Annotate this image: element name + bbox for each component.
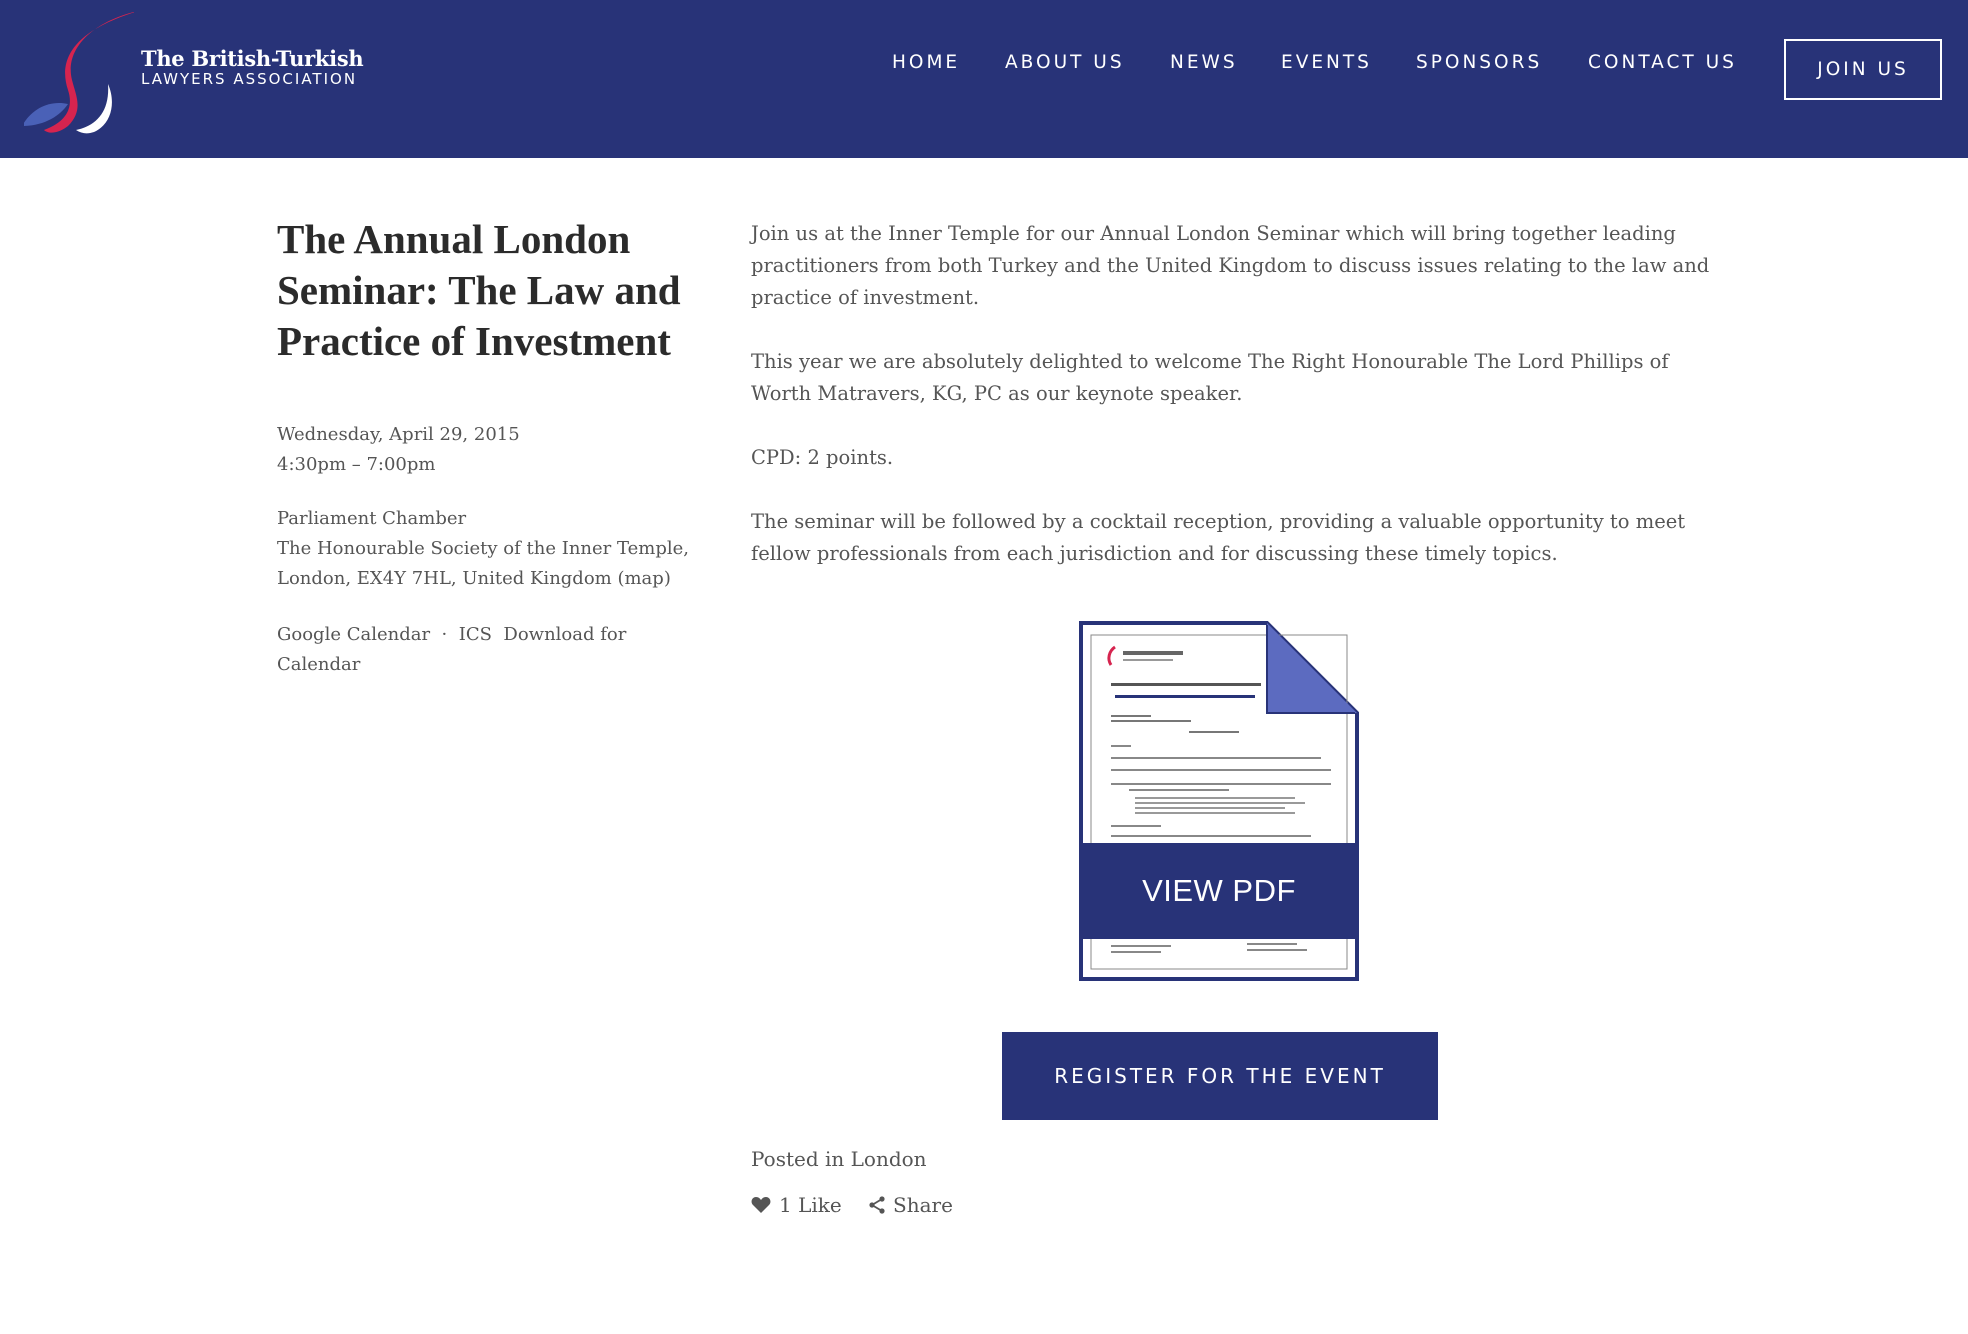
ics-link[interactable]: ICS [458,624,492,645]
site-header [0,0,1968,158]
like-label: 1 Like [779,1193,842,1217]
description-paragraph: The seminar will be followed by a cocktail reception, providing a valuable opportunity to meet fellow professionals from each jurisdiction and for discussing these timely topics. [751,510,1686,565]
register-button[interactable]: REGISTER FOR THE EVENT [1002,1032,1438,1120]
calendar-links-row [277,620,626,650]
address-line-2 [277,564,689,594]
nav-contact-us[interactable]: CONTACT US [1588,52,1737,73]
event-datetime [277,420,520,480]
address-line-1: The Honourable Society of the Inner Temple, [277,538,689,559]
nav-events[interactable]: EVENTS [1281,52,1372,73]
description-paragraph: Join us at the Inner Temple for our Annual London Seminar which will bring together leading practitioners from both Turkey and the United Kingdom to discuss issues relating to the law and practice of investment. [751,222,1710,309]
join-us-button[interactable]: JOIN US [1784,39,1942,100]
share-button[interactable] [869,1193,953,1217]
view-pdf-band[interactable] [1083,843,1355,939]
calendar-links [277,620,626,680]
logo-title: The British-Turkish [141,46,364,71]
share-label: Share [893,1193,953,1217]
logo-subtitle: LAWYERS ASSOCIATION [141,70,358,88]
event-date: Wednesday, April 29, 2015 [277,424,520,445]
event-time: 4:30pm – 7:00pm [277,454,436,475]
map-link[interactable]: (map) [617,568,671,589]
google-calendar-link[interactable]: Google Calendar [277,624,431,645]
posted-prefix: Posted in [751,1147,845,1171]
address-text: London, EX4Y 7HL, United Kingdom [277,568,612,589]
share-icon [869,1196,885,1214]
view-pdf-label: VIEW PDF [1142,873,1296,908]
view-pdf-thumbnail[interactable] [1079,621,1359,981]
nav-sponsors[interactable]: SPONSORS [1416,52,1543,73]
like-button[interactable] [751,1193,842,1217]
category-link[interactable]: London [850,1147,927,1171]
download-calendar-link-cont[interactable]: Calendar [277,654,361,675]
nav-home[interactable]: HOME [892,52,961,73]
posted-in [751,1147,927,1171]
heart-icon [751,1196,771,1214]
download-calendar-link[interactable]: Download for [503,624,627,645]
description-paragraph: This year we are absolutely delighted to welcome The Right Honourable The Lord Phillips of Worth Matravers, KG, PC as our keynote speaker. [751,350,1669,405]
event-title: The Annual London Seminar: The Law and Practice of Investment [277,216,681,364]
nav-news[interactable]: NEWS [1170,52,1238,73]
venue-name: Parliament Chamber [277,508,467,529]
calendar-separator: · [441,624,448,645]
description-paragraph: CPD: 2 points. [751,446,894,469]
site-logo[interactable] [24,8,364,134]
nav-about-us[interactable]: ABOUT US [1005,52,1125,73]
logo-swoosh-icon [24,8,134,134]
event-location [277,504,689,594]
